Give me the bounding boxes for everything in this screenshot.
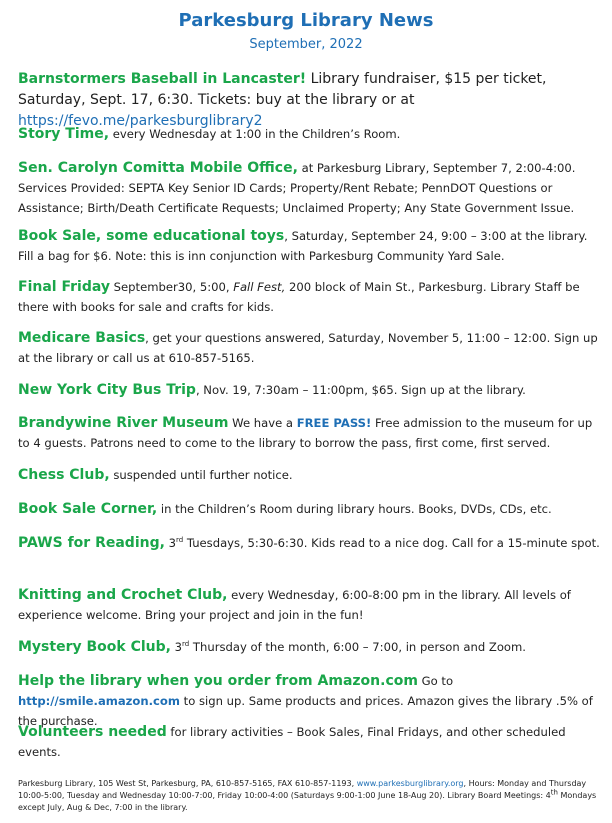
item-text: We have a	[228, 416, 297, 430]
footer-text: Mondays except July, Aug & Dec, 7:00 in the library.	[18, 791, 597, 812]
item-text: Tuesdays, 5:30-6:30. Kids read to a nice dog. Call for a 15-minute spot.	[183, 536, 600, 550]
page-subtitle: September, 2022	[249, 37, 363, 52]
item-nyc-bus-trip	[18, 380, 600, 400]
item-heading: Barnstormers Baseball in Lancaster!	[18, 71, 307, 87]
footer-text: , Hours: Monday and Thursday 10:00-5:00, Tuesday and Wednesday 10:00-7:00, Friday 10:00-4:00 (Saturdays 9:00-1:00 June 18-Aug 20). Library Board Meetings: 4	[18, 779, 587, 800]
item-text: 3	[170, 640, 183, 654]
item-text: Library fundraiser, $15 per ticket, Saturday, Sept. 17, 6:30. Tickets: buy at the library or at	[18, 71, 547, 108]
ordinal-suffix: th	[550, 788, 558, 797]
free-pass-highlight: FREE PASS!	[296, 416, 372, 430]
item-heading: Final Friday	[18, 279, 110, 295]
item-text: September30, 5:00,	[109, 280, 234, 294]
item-text: , Saturday, September 24, 9:00 – 3:00 at the library. Fill a bag for $6. Note: this is inn conjunction with Parkesburg Community Yard Sale.	[18, 229, 588, 263]
item-heading: Chess Club,	[18, 467, 110, 483]
item-text: every Wednesday at 1:00 in the Children’s Room.	[109, 127, 401, 141]
amazon-smile-link[interactable]: http://smile.amazon.com	[18, 694, 180, 708]
item-text: , Nov. 19, 7:30am – 11:00pm, $65. Sign up at the library.	[195, 383, 526, 397]
fevo-link[interactable]: https://fevo.me/parkesburglibrary2	[18, 113, 263, 129]
item-heading: Mystery Book Club,	[18, 639, 171, 655]
item-text: Go to	[417, 674, 454, 688]
item-text: , get your questions answered, Saturday, November 5, 11:00 – 12:00. Sign up at the library or call us at 610-857-5165.	[18, 331, 598, 365]
item-heading: Knitting and Crochet Club,	[18, 587, 228, 603]
item-italic: Fall Fest,	[233, 280, 286, 294]
item-medicare-basics	[18, 328, 600, 368]
item-mystery-book-club	[18, 637, 600, 657]
item-text: Thursday of the month, 6:00 – 7:00, in person and Zoom.	[189, 640, 526, 654]
item-text: for library activities – Book Sales, Final Fridays, and other scheduled events.	[18, 725, 566, 759]
item-heading: Sen. Carolyn Comitta Mobile Office,	[18, 160, 298, 176]
footer-text: Parkesburg Library, 105 West St, Parkesburg, PA, 610-857-5165, FAX 610-857-1193,	[18, 779, 357, 788]
item-story-time	[18, 124, 600, 144]
item-heading: Story Time,	[18, 126, 110, 142]
footer-info	[18, 778, 600, 814]
item-heading: Brandywine River Museum	[18, 415, 229, 431]
item-book-sale-corner	[18, 499, 600, 519]
item-paws-for-reading	[18, 533, 600, 553]
item-text: in the Children’s Room during library hours. Books, DVDs, CDs, etc.	[157, 502, 552, 516]
item-heading: New York City Bus Trip	[18, 382, 196, 398]
item-text: Free admission to the museum for up to 4 guests. Patrons need to come to the library to borrow the pass, first come, first served.	[18, 416, 593, 450]
item-text: to sign up. Same products and prices. Amazon gives the library .5% of the purchase.	[18, 694, 593, 728]
item-heading: Medicare Basics	[18, 330, 146, 346]
item-barnstormers	[18, 69, 600, 132]
item-final-friday	[18, 277, 600, 317]
item-text: at Parkesburg Library, September 7, 2:00-4:00. Services Provided: SEPTA Key Senior ID Cards; Property/Rent Rebate; PennDOT Questions or Assistance; Birth/Death Certificate Requests; Unclaimed Property; Any State Government Issue.	[18, 161, 576, 215]
item-mobile-office	[18, 158, 600, 218]
item-text: every Wednesday, 6:00-8:00 pm in the library. All levels of experience welcome. Bring your project and join in the fun!	[18, 588, 571, 622]
item-chess-club	[18, 465, 600, 485]
item-heading: Volunteers needed	[18, 724, 167, 740]
item-text: 200 block of Main St., Parkesburg. Library Staff be there with books for sale and crafts for kids.	[18, 280, 580, 314]
item-text: suspended until further notice.	[109, 468, 293, 482]
ordinal-suffix: rd	[182, 640, 190, 649]
website-link[interactable]: www.parkesburglibrary.org	[356, 779, 464, 788]
item-heading: PAWS for Reading,	[18, 535, 165, 551]
page-title: Parkesburg Library News	[178, 10, 434, 31]
item-heading: Book Sale Corner,	[18, 501, 158, 517]
item-volunteers-needed	[18, 722, 600, 762]
item-knitting-club	[18, 585, 600, 625]
item-book-sale	[18, 226, 600, 266]
item-heading: Help the library when you order from Amazon.com	[18, 673, 418, 689]
item-heading: Book Sale, some educational toys	[18, 228, 285, 244]
item-text: 3	[164, 536, 176, 550]
item-brandywine	[18, 413, 600, 453]
ordinal-suffix: rd	[175, 536, 184, 545]
